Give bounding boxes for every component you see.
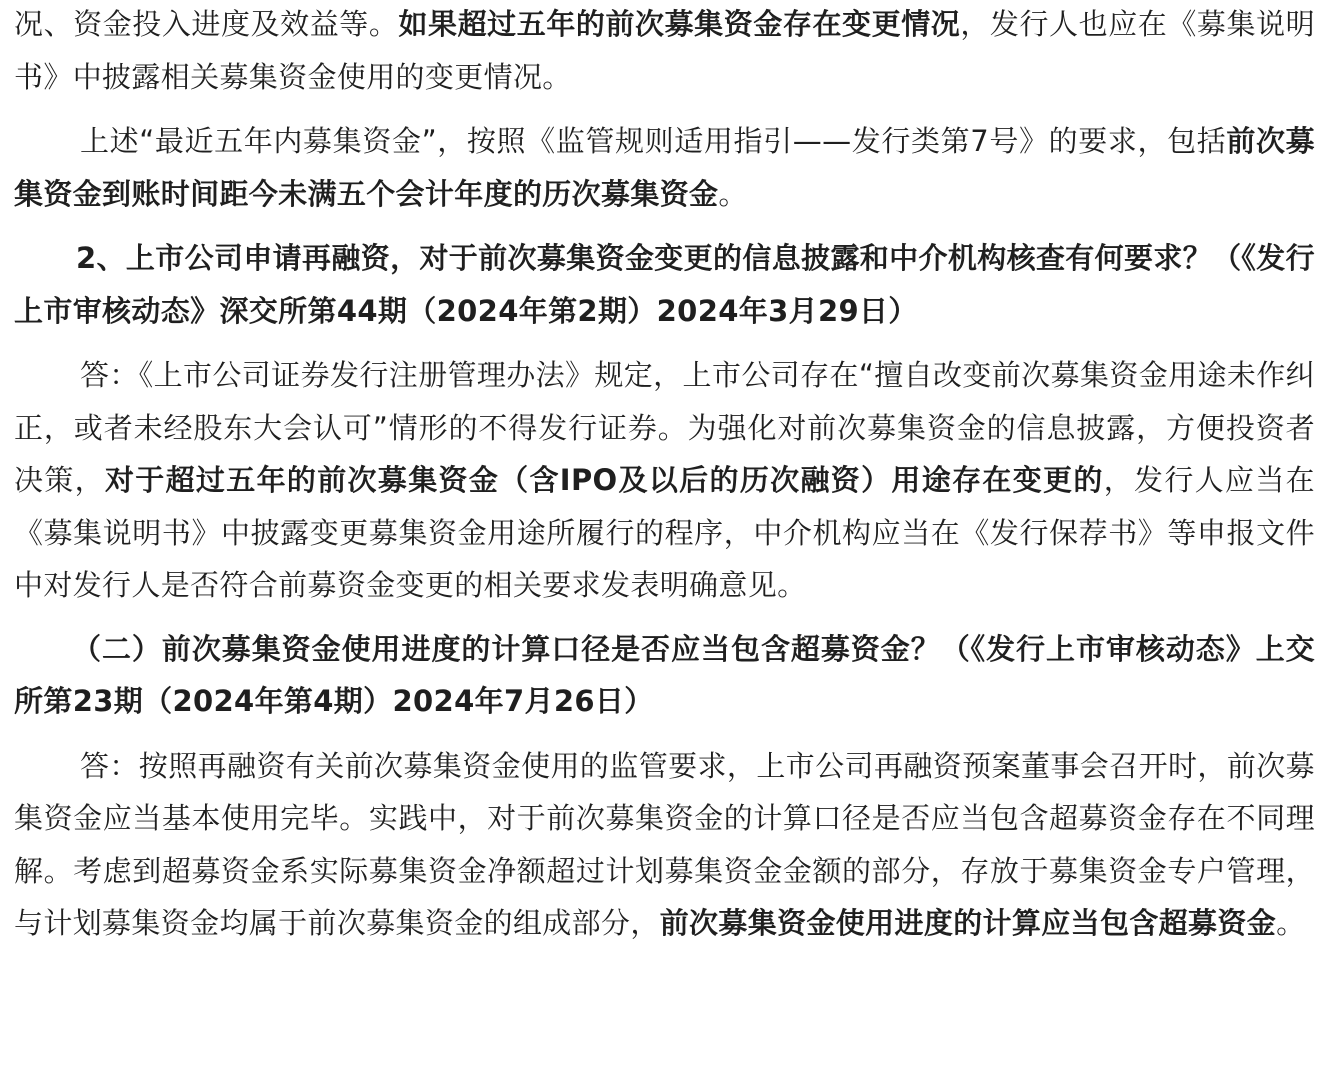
text-run: 。 [1276,906,1306,940]
paragraph-fund-changes-disclosure [14,0,1315,103]
text-run: 上述“最近五年内募集资金”，按照《监管规则适用指引——发行类第7号》的要求，包括 [80,124,1227,158]
text-run: 况、资金投入进度及效益等。 [14,7,399,41]
text-run: ，发行人应当在《募集说明书》中披露变更募集资金用途所履行的程序，中介机构应当在《发行保荐书》等申报文件中对发行人是否符合前募资金变更的相关要求发表明确意见。 [14,463,1315,602]
bold-text-run: 前次募集资金使用进度的计算应当包含超募资金 [659,906,1277,940]
question-heading-2: 2、上市公司申请再融资，对于前次募集资金变更的信息披露和中介机构核查有何要求？（《发行上市审核动态》深交所第44期（2024年第2期）2024年3月29日） [14,241,1315,328]
section-heading-2: （二）前次募集资金使用进度的计算口径是否应当包含超募资金？（《发行上市审核动态》上交所第23期（2024年第4期）2024年7月26日） [14,631,1315,718]
text-run: ，发行人也应在《募集说明书》中披露相关募集资金使用的变更情况。 [14,7,1315,94]
text-run: 。 [718,176,748,211]
answer-paragraph-2 [14,349,1315,612]
text-run: 答：《上市公司证券发行注册管理办法》规定，上市公司存在“擅自改变前次募集资金用途未作纠正，或者未经股东大会认可”情形的不得发行证券。为强化对前次募集资金的信息披露，方便投资者决策， [14,358,1315,497]
bold-text-run: 对于超过五年的前次募集资金（含IPO及以后的历次融资）用途存在变更的 [104,463,1104,497]
bold-text-run: 如果超过五年的前次募集资金存在变更情况 [398,7,961,41]
paragraph-five-year-definition [14,115,1315,220]
text-run: 答：按照再融资有关前次募集资金使用的监管要求，上市公司再融资预案董事会召开时，前次募集资金应当基本使用完毕。实践中，对于前次募集资金的计算口径是否应当包含超募资金存在不同理解。考虑到超募资金系实际募集资金净额超过计划募集资金金额的部分，存放于募集资金专户管理，与计划募集资金均属于前次募集资金的组成部分， [14,748,1315,940]
answer-paragraph-3 [14,740,1315,950]
bold-text-run: 前次募集资金到账时间距今未满五个会计年度的历次募集资金 [14,124,1315,211]
